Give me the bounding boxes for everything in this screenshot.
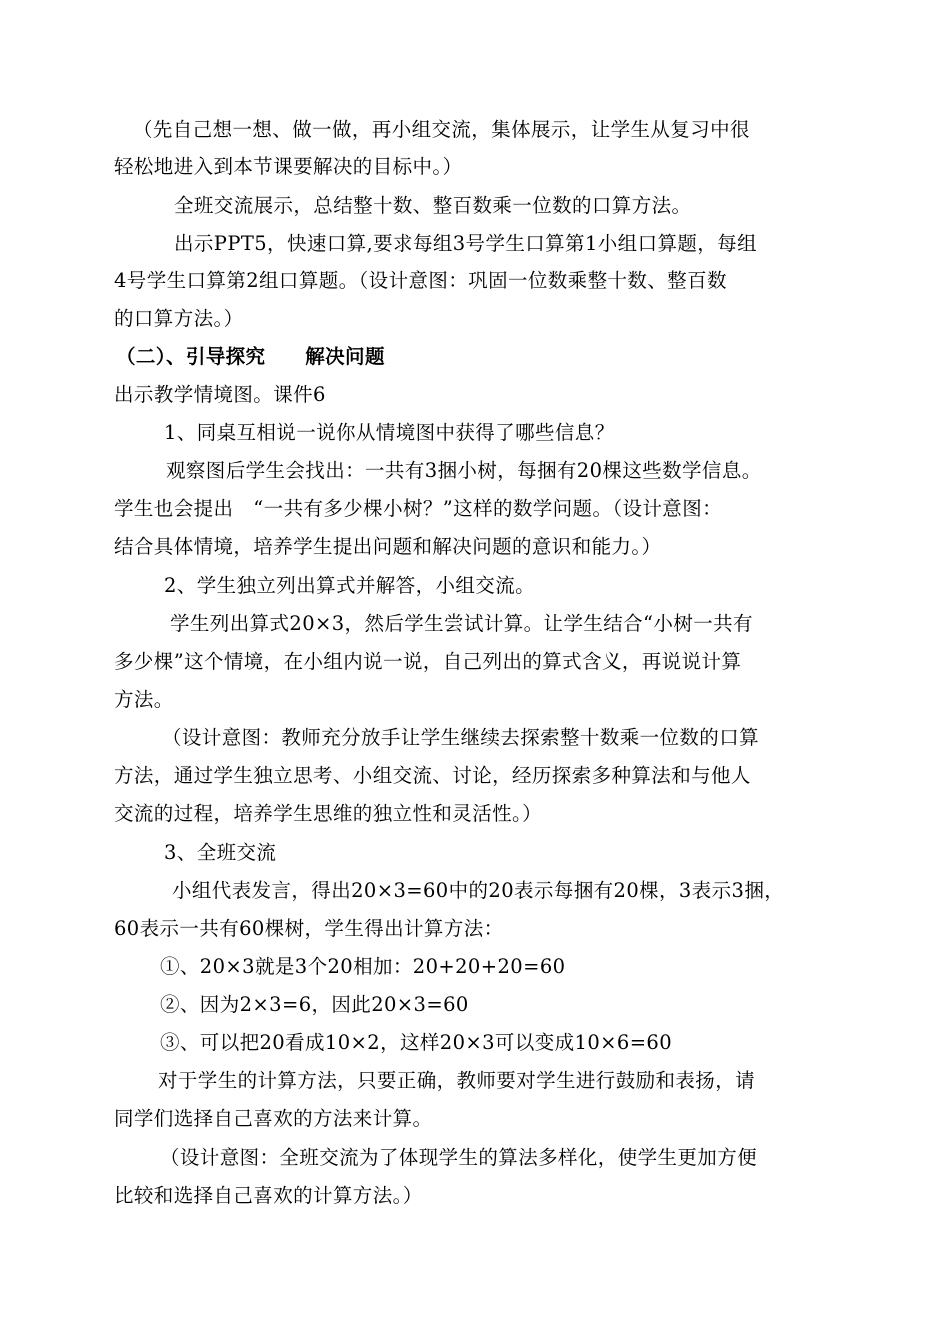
paragraph-line: 出示教学情境图。课件6 [114, 383, 326, 406]
paragraph-line: 观察图后学生会找出：一共有3捆小树，每捆有20棵这些数学信息。 [166, 459, 762, 482]
paragraph-line: 方法，通过学生独立思考、小组交流、讨论，经历探索多种算法和与他人 [114, 764, 751, 787]
section-heading: （二）、引导探究 解决问题 [116, 345, 385, 368]
paragraph-line: 的口算方法。） [114, 307, 244, 330]
paragraph-line: 4号学生口算第2组口算题。（设计意图：巩固一位数乘整十数、整百数 [114, 269, 727, 292]
list-item: ①、20×3就是3个20相加：20+20+20=60 [160, 955, 566, 978]
paragraph-line: 学生列出算式20×3，然后学生尝试计算。让学生结合“小树一共有 [170, 612, 753, 635]
paragraph-line: 同学们选择自己喜欢的方法来计算。 [114, 1107, 433, 1130]
paragraph-line: 3、全班交流 [164, 841, 277, 864]
paragraph-line: 出示PPT5，快速口算,要求每组3号学生口算第1小组口算题，每组 [174, 232, 757, 255]
paragraph-line: 轻松地进入到本节课要解决的目标中。） [114, 155, 463, 178]
paragraph-line: 1、同桌互相说一说你从情境图中获得了哪些信息？ [164, 421, 615, 444]
paragraph-line: 学生也会提出 “一共有多少棵小树？”这样的数学问题。（设计意图： [114, 497, 722, 520]
list-item: ②、因为2×3=6，因此20×3=60 [160, 993, 469, 1016]
paragraph-line: 结合具体情境，培养学生提出问题和解决问题的意识和能力。） [114, 535, 662, 558]
paragraph-line: 2、学生独立列出算式并解答，小组交流。 [164, 574, 536, 597]
paragraph-line: 多少棵”这个情境，在小组内说一说，自己列出的算式含义，再说说计算 [114, 650, 742, 673]
paragraph-line: （先自己想一想、做一做，再小组交流，集体展示，让学生从复习中很 [133, 118, 750, 141]
paragraph-line: 全班交流展示，总结整十数、整百数乘一位数的口算方法。 [174, 194, 692, 217]
paragraph-line: 对于学生的计算方法，只要正确，教师要对学生进行鼓励和表扬，请 [158, 1069, 756, 1092]
paragraph-line: 比较和选择自己喜欢的计算方法。） [114, 1184, 423, 1207]
paragraph-line: 方法。 [114, 688, 174, 711]
paragraph-line: （设计意图：全班交流为了体现学生的算法多样化，使学生更加方便 [160, 1146, 758, 1169]
list-item: ③、可以把20看成10×2，这样20×3可以变成10×6=60 [160, 1031, 673, 1054]
paragraph-line: 交流的过程，培养学生思维的独立性和灵活性。） [114, 802, 543, 825]
paragraph-line: 60表示一共有60棵树，学生得出计算方法： [114, 917, 504, 940]
paragraph-line: （设计意图：教师充分放手让学生继续去探索整十数乘一位数的口算 [162, 726, 760, 749]
paragraph-line: 小组代表发言，得出20×3=60中的20表示每捆有20棵，3表示3捆， [172, 879, 785, 902]
